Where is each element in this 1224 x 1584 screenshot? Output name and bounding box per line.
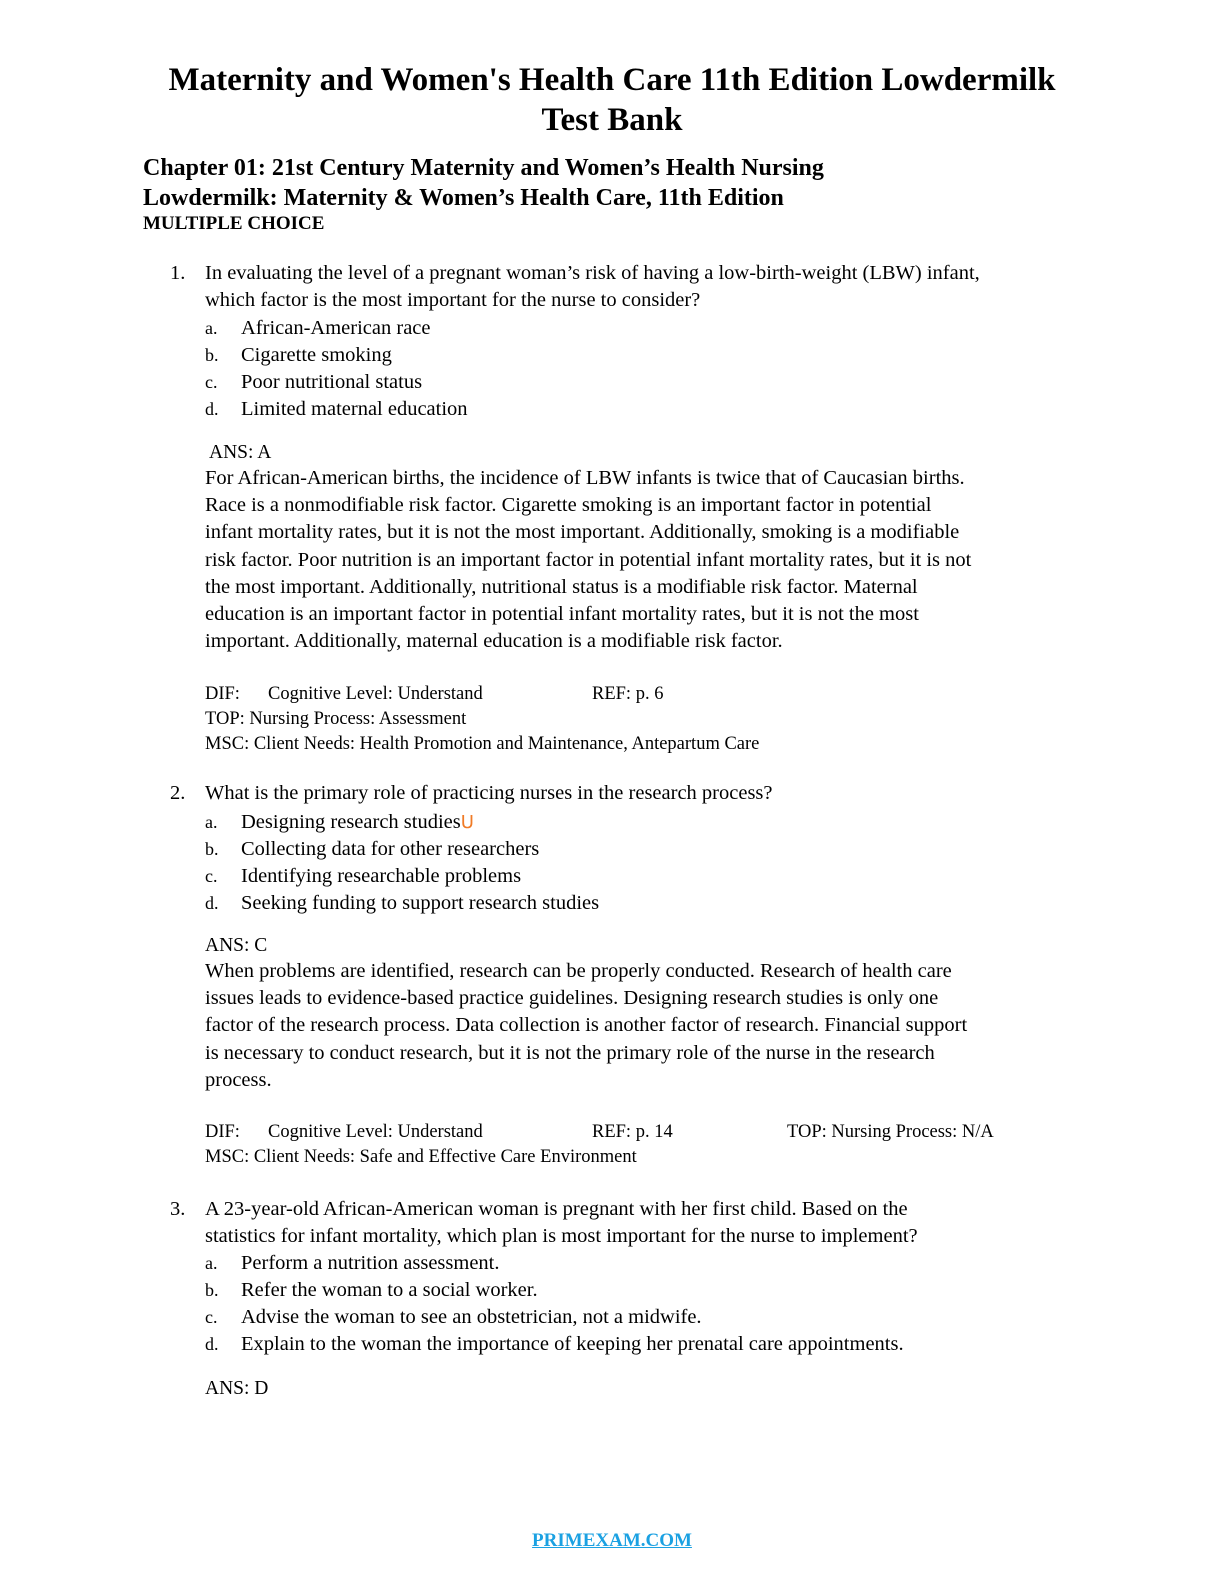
question-stem-line: What is the primary role of practicing nurses in the research process? [205,782,773,804]
rationale [205,958,1105,1094]
option-text: Identifying researchable problems [241,865,522,887]
option-text: Explain to the woman the importance of keeping her prenatal care appointments. [241,1333,904,1355]
question-number: 1. [170,262,186,284]
rationale-line: For African-American births, the incidence of LBW infants is twice that of Caucasian births. [205,467,965,489]
answer-key: ANS: A [209,442,272,463]
option-letter: a. [205,812,218,832]
rationale-line: Race is a nonmodifiable risk factor. Cigarette smoking is an important factor in potential [205,494,932,517]
option-letter: d. [205,893,219,913]
option-text [241,809,474,836]
option-label: Designing research studies [241,811,461,833]
annotation-marker-icon: U [460,812,474,833]
rationale-line: infant mortality rates, but it is not the most important. Additionally, smoking is a modifiable [205,521,960,544]
dif-value: Cognitive Level: Understand [268,684,483,704]
answer-key: ANS: C [205,935,268,956]
option-letter: d. [205,1334,219,1354]
option-letter: c. [205,1307,218,1327]
rationale-line: issues leads to evidence-based practice guidelines. Designing research studies is only one [205,987,939,1010]
option-letter: a. [205,318,218,338]
question-number: 3. [170,1198,186,1220]
rationale-line: the most important. Additionally, nutritional status is a modifiable risk factor. Maternal [205,575,918,598]
msc-value: MSC: Client Needs: Health Promotion and Maintenance, Antepartum Care [205,734,760,754]
question-stem-line: In evaluating the level of a pregnant woman’s risk of having a low-birth-weight (LBW) infant, [205,262,980,284]
section-heading: MULTIPLE CHOICE [143,213,325,234]
question-number: 2. [170,782,186,804]
question-stem-line: A 23-year-old African-American woman is pregnant with her first child. Based on the [205,1198,908,1220]
option-text: Collecting data for other researchers [241,838,540,860]
option-letter: b. [205,345,219,365]
dif-label: DIF: [205,1122,240,1142]
option-letter: b. [205,1280,219,1300]
answer-key: ANS: D [205,1378,269,1399]
option-letter: d. [205,399,219,419]
rationale-line: When problems are identified, research can be properly conducted. Research of health care [205,960,952,982]
top-value: TOP: Nursing Process: Assessment [205,709,467,729]
dif-label: DIF: [205,684,240,704]
option-text: Refer the woman to a social worker. [241,1279,538,1301]
document-title [0,60,1224,140]
option-text: Perform a nutrition assessment. [241,1252,500,1274]
rationale-line: important. Additionally, maternal education is a modifiable risk factor. [205,630,783,653]
option-text: Poor nutritional status [241,371,423,393]
option-letter: a. [205,1253,218,1273]
rationale [205,465,1105,655]
option-text: Seeking funding to support research studies [241,892,600,914]
option-text: Advise the woman to see an obstetrician, not a midwife. [241,1306,702,1328]
title-line-1: Maternity and Women's Health Care 11th Edition Lowdermilk [168,62,1056,98]
question-stem-line: statistics for infant mortality, which plan is most important for the nurse to implement? [205,1225,918,1247]
top-value: TOP: Nursing Process: N/A [787,1122,994,1142]
ref-value: REF: p. 14 [592,1122,673,1142]
msc-value: MSC: Client Needs: Safe and Effective Care Environment [205,1147,637,1167]
option-letter: c. [205,866,218,886]
rationale-line: process. [205,1068,272,1091]
book-title: Lowdermilk: Maternity & Women’s Health Care, 11th Edition [143,185,784,211]
title-line-2: Test Bank [541,102,683,138]
rationale-line: risk factor. Poor nutrition is an important factor in potential infant mortality rates, but it is not [205,548,972,571]
rationale-line: education is an important factor in potential infant mortality rates, but it is not the most [205,603,919,626]
option-text: Limited maternal education [241,398,468,420]
option-letter: b. [205,839,219,859]
rationale-line: is necessary to conduct research, but it is not the primary role of the nurse in the research [205,1041,935,1064]
option-letter: c. [205,372,218,392]
chapter-heading [143,153,824,213]
chapter-title: Chapter 01: 21st Century Maternity and Women’s Health Nursing [143,155,824,181]
dif-value: Cognitive Level: Understand [268,1122,483,1142]
ref-value: REF: p. 6 [592,684,664,704]
option-text: African-American race [241,317,431,339]
footer-link[interactable]: PRIMEXAM.COM [532,1530,692,1551]
option-text: Cigarette smoking [241,344,392,366]
rationale-line: factor of the research process. Data collection is another factor of research. Financial support [205,1014,968,1037]
question-stem-line: which factor is the most important for the nurse to consider? [205,289,701,311]
